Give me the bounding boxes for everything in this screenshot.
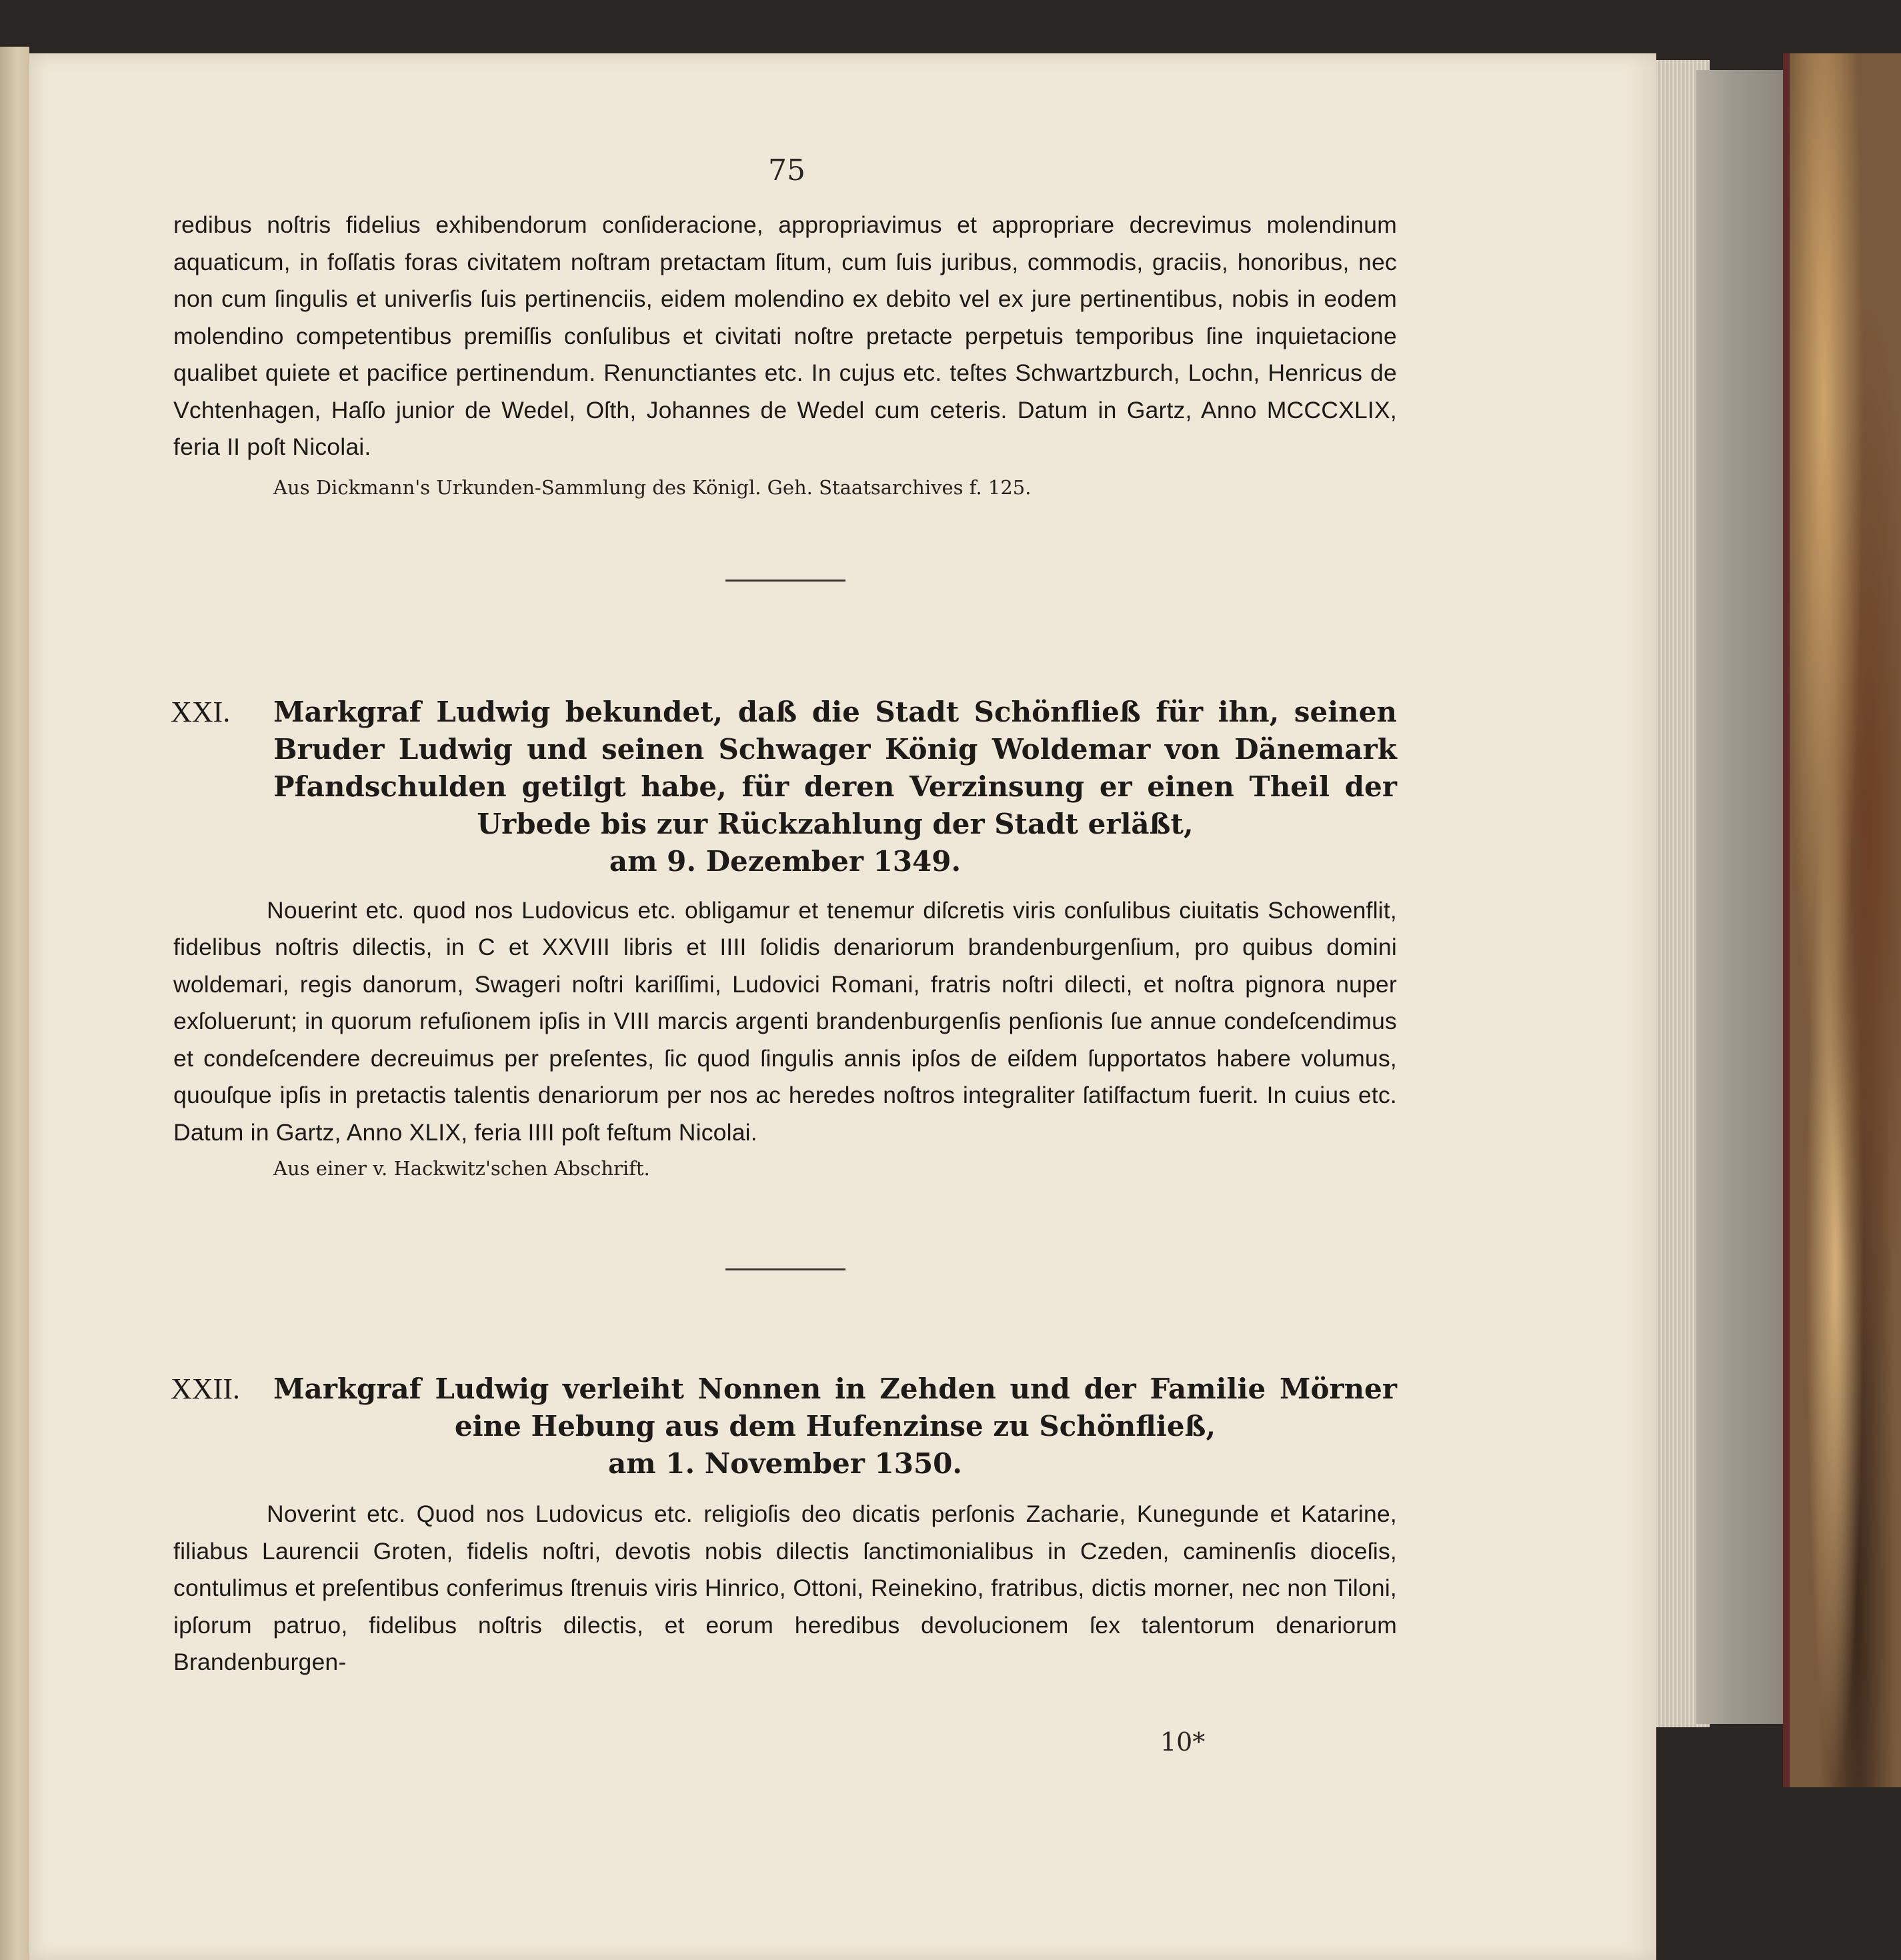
continuation-source-note: Aus Dickmann's Urkunden-Sammlung des Königl. Geh. Staatsarchives f. 125. bbox=[273, 475, 1032, 499]
source-note-xxi: Aus einer v. Hackwitz'schen Abschrift. bbox=[273, 1157, 650, 1180]
document-text-xxii: Noverint etc. Quod nos Ludovicus etc. religioſis deo dicatis perſonis Zacharie, Kunegunde et Katarine, filiabus Laurencii Groten, fidelis noſtri, devotis nobis dilectis ſanctimonialibus in Czeden, caminenſis dioceſis, contulimus et preſentibus conferimus ſtrenuis viris Hinrico, Ottoni, Reinekino, fratribus, dictis morner, nec non Tiloni, ipſorum patruo, fidelibus noſtris dilectis, et eorum heredibus devolucionem ſex talentorum denariorum Brandenburgen- bbox=[173, 1501, 1397, 1675]
signature-mark: 10* bbox=[1160, 1727, 1206, 1757]
document-text-xxi: Nouerint etc. quod nos Ludovicus etc. obligamur et tenemur diſcretis viris conſulibus ciuitatis Schowenflit, fidelibus noſtris dilectis, in C et XXVIII libris et IIII ſolidis denariorum brandenburgenſium, pro quibus domini woldemari, regis danorum, Swageri noſtri kariſſimi, Ludovici Romani, fratris noſtri dilecti, et noſtra pignora nuper exſoluerunt; in quorum refuſionem ipſis in VIII marcis argenti brandenburgenſis penſionis ſue annue condeſcendimus et condeſcendere decreuimus per preſentes, ſic quod ſingulis annis ipſos de eiſdem ſupportatos habere volumus, quouſque ipſis in pretactis talentis denariorum per nos ac heredes noſtros integraliter ſatiſfactum fuerit. In cuius etc. Datum in Gartz, Anno XLIX, feria IIII poſt feſtum Nicolai. bbox=[173, 896, 1397, 1146]
marbled-cover bbox=[1783, 53, 1901, 1787]
facing-page-edge bbox=[0, 47, 29, 1960]
section-date-xxi: am 9. Dezember 1349. bbox=[609, 844, 962, 878]
section-heading-xxii bbox=[173, 1370, 1397, 1445]
section-title-xxi: Markgraf Ludwig bekundet, daß die Stadt Schönfließ für ihn, seinen Bruder Ludwig und seinen Schwager König Woldemar von Dänemark Pfandschulden getilgt habe, für deren Verzinsung er einen Theil der Urbede bis zur Rückzahlung der Stadt erläßt, bbox=[273, 695, 1397, 840]
book-board-edge bbox=[1696, 70, 1783, 1724]
continuation-text: redibus noſtris fidelius exhibendorum conſideracione, appropriavimus et appropriare decrevimus molendinum aquaticum, in foſſatis foras civitatem noſtram pretactam ſitum, cum ſuis juribus, commodis, graciis, honoribus, nec non cum ſingulis et univerſis ſuis pertinenciis, eidem molendino ex debito vel ex jure pertinentibus, nobis in eodem molendino competentibus premiſſis conſulibus et civitati noſtre pretacte perpetuis temporibus ſine inquietacione qualibet quiete et pacifice pertinendum. Renunctiantes etc. In cujus etc. teſtes Schwartzburch, Lochn, Henricus de Vchtenhagen, Haſſo junior de Wedel, Oſth, Johannes de Wedel cum ceteris. Datum in Gartz, Anno MCCCXLIX, feria II poſt Nicolai. bbox=[173, 211, 1397, 460]
section-date-xxii: am 1. November 1350. bbox=[607, 1447, 963, 1480]
section-number-xxi: XXI. bbox=[171, 695, 231, 728]
page-content bbox=[173, 140, 1397, 1681]
section-title-xxii: Markgraf Ludwig verleiht Nonnen in Zehden und der Familie Mörner eine Hebung aus dem Hufenzinse zu Schönfließ, bbox=[273, 1372, 1397, 1442]
section-heading-xxi bbox=[173, 694, 1397, 843]
page-number: 75 bbox=[768, 153, 805, 187]
section-number-xxii: XXII. bbox=[171, 1372, 240, 1405]
